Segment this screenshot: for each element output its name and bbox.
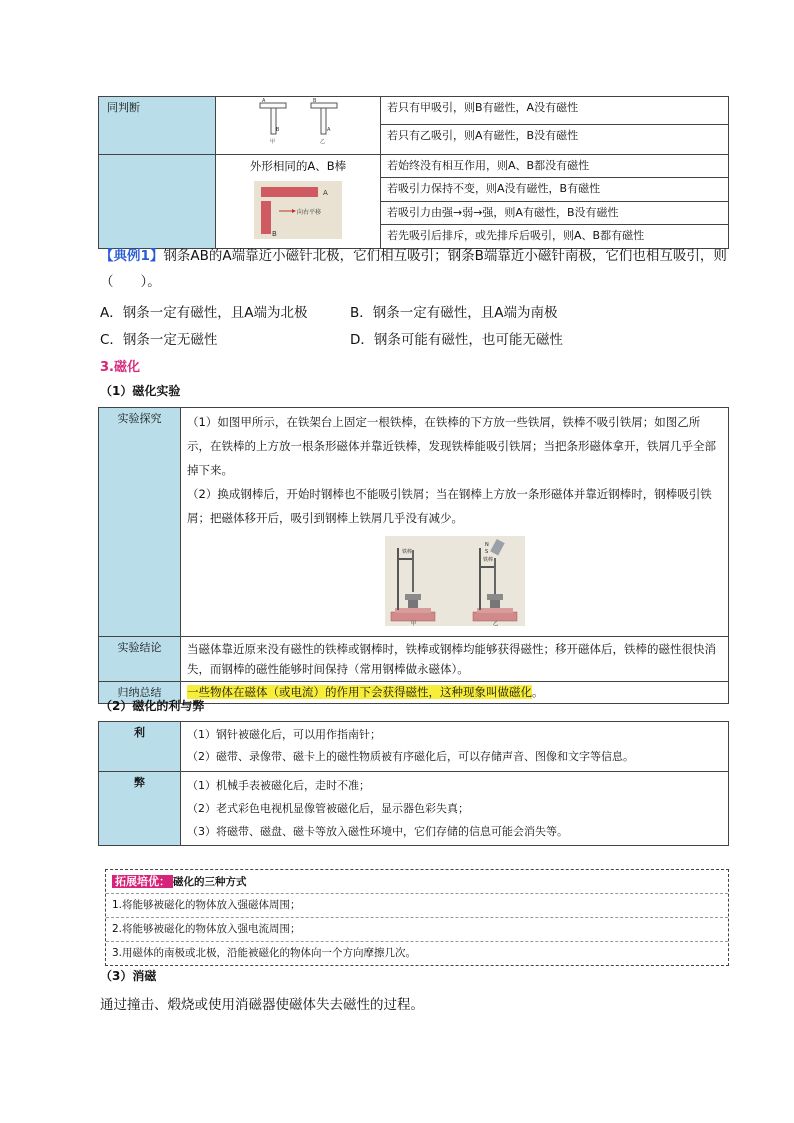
extension-title: 磁化的三种方式 [173, 876, 247, 888]
extension-box [105, 869, 729, 966]
summary-cell [181, 682, 729, 704]
extension-item-3: 3.用磁体的南极或北极，沿能被磁化的物体向一个方向摩擦几次。 [112, 947, 417, 959]
option-b: B．钢条一定有磁性，且A端为南极 [350, 305, 558, 321]
judge-table [98, 96, 729, 249]
fig2-arrow-label: 向右平移 [297, 208, 322, 216]
extension-item-1: 1.将能够被磁化的物体放入强磁体周围； [106, 894, 728, 918]
explore-cell [181, 408, 729, 637]
option-c: C．钢条一定无磁性 [100, 332, 218, 348]
fig1-b-label: B [276, 127, 280, 133]
magnet-figure-jia-yi [216, 97, 381, 149]
explore-paragraph-2: （2）换成钢棒后，开始时钢棒也不能吸引铁屑；当在钢棒上方放一条形磁体并靠近钢棒时，钢棒吸引铁屑；把磁体移开后，吸引到钢棒上铁屑几乎没有减少。 [187, 487, 712, 525]
example-text: 钢条AB的A端靠近小磁针北极，它们相互吸引；钢条B端靠近小磁针南极，它们也相互吸引，则（ ）。 [100, 248, 727, 291]
fig1-yi-label: 乙 [320, 139, 326, 145]
extension-tag: 拓展培优： [112, 875, 173, 888]
fig2-a-label: A [323, 188, 328, 197]
summary-label: 归纳总结 [99, 682, 181, 704]
extension-item-2: 2.将能够被磁化的物体放入强电流周围； [106, 918, 728, 942]
pro-item-2: （2）磁带、录像带、磁卡上的磁性物质被有序磁化后，可以存储声音、图像和文字等信息。 [187, 750, 634, 763]
pros-cell [181, 722, 729, 772]
fig-yi-label: 乙 [492, 621, 498, 626]
cons-label: 弊 [99, 772, 181, 846]
fig-tiebang-1: 铁棒 [401, 549, 412, 555]
summary-period: 。 [532, 685, 544, 699]
extension-header [106, 870, 728, 894]
figure-caption: 外形相同的A、B棒 [249, 159, 347, 174]
judge-row-4: 若吸引力保持不变，则A没有磁性，B有磁性 [381, 178, 729, 202]
judge-label-cont [99, 155, 216, 249]
subsection-2-title: （2）磁化的利与弊 [100, 699, 205, 713]
fig-s-label: S [484, 549, 488, 555]
section-title: 3.磁化 [100, 360, 140, 375]
option-d: D．钢条可能有磁性，也可能无磁性 [350, 332, 563, 348]
conclusion-label: 实验结论 [99, 637, 181, 682]
judge-figure-cell [216, 97, 381, 155]
fig1-a-label: A [262, 98, 266, 104]
fig-jia-label: 甲 [410, 621, 416, 626]
fig-n-label: N [484, 542, 489, 548]
sliding-bars-figure [254, 181, 342, 239]
pros-cons-table [98, 721, 729, 846]
subsection-3-title: （3）消磁 [100, 969, 157, 983]
example-tag: 【典例1】 [100, 248, 164, 264]
experiment-figure [385, 536, 525, 626]
fig1-b2-label: B [313, 98, 317, 104]
demagnetization-text: 通过撞击、煅烧或使用消磁器使磁体失去磁性的过程。 [100, 997, 424, 1013]
pros-label: 利 [99, 722, 181, 772]
judge-row-5: 若吸引力由强→弱→强，则A有磁性，B没有磁性 [381, 202, 729, 225]
judge-figure2-cell [216, 155, 381, 249]
subsection-1-title: （1）磁化实验 [100, 384, 181, 398]
pro-item-1: （1）钢针被磁化后，可以用作指南针； [187, 728, 381, 741]
fig1-a2-label: A [327, 127, 331, 133]
judge-row-2: 若只有乙吸引，则A有磁性，B没有磁性 [381, 125, 729, 155]
explore-paragraph-1: （1）如图甲所示，在铁架台上固定一根铁棒，在铁棒的下方放一些铁屑，铁棒不吸引铁屑；如图乙所示，在铁棒的上方放一根条形磁体并靠近铁棒，发现铁棒能吸引铁屑；当把条形磁体拿开，铁屑几乎全部掉下来。 [187, 415, 716, 477]
con-item-3: （3）将磁带、磁盘、磁卡等放入磁性环境中，它们存储的信息可能会消失等。 [187, 825, 568, 838]
judge-label: 同判断 [99, 97, 216, 155]
example-1 [100, 243, 728, 296]
fig1-jia-label: 甲 [270, 139, 276, 145]
judge-row-6: 若先吸引后排斥，或先排斥后吸引，则A、B都有磁性 [381, 225, 729, 249]
fig2-b-label: B [272, 229, 277, 238]
con-item-1: （1）机械手表被磁化后，走时不准； [187, 779, 370, 792]
summary-text: 一些物体在磁体（或电流）的作用下会获得磁性，这种现象叫做磁化 [187, 685, 532, 699]
option-a: A．钢条一定有磁性，且A端为北极 [100, 305, 308, 321]
cons-cell [181, 772, 729, 846]
fig-tiebang-2: 铁棒 [482, 557, 493, 563]
judge-row-1: 若只有甲吸引，则B有磁性，A没有磁性 [381, 97, 729, 125]
conclusion-text: 当磁体靠近原来没有磁性的铁棒或钢棒时，铁棒或钢棒均能够获得磁性；移开磁体后，铁棒的磁性很快消失，而钢棒的磁性能够时间保持（常用钢棒做永磁体）。 [181, 637, 729, 682]
explore-label: 实验探究 [99, 408, 181, 637]
con-item-2: （2）老式彩色电视机显像管被磁化后，显示器色彩失真； [187, 802, 469, 815]
judge-row-3: 若始终没有相互作用，则A、B都没有磁性 [381, 155, 729, 178]
magnetization-experiment-table [98, 407, 729, 704]
